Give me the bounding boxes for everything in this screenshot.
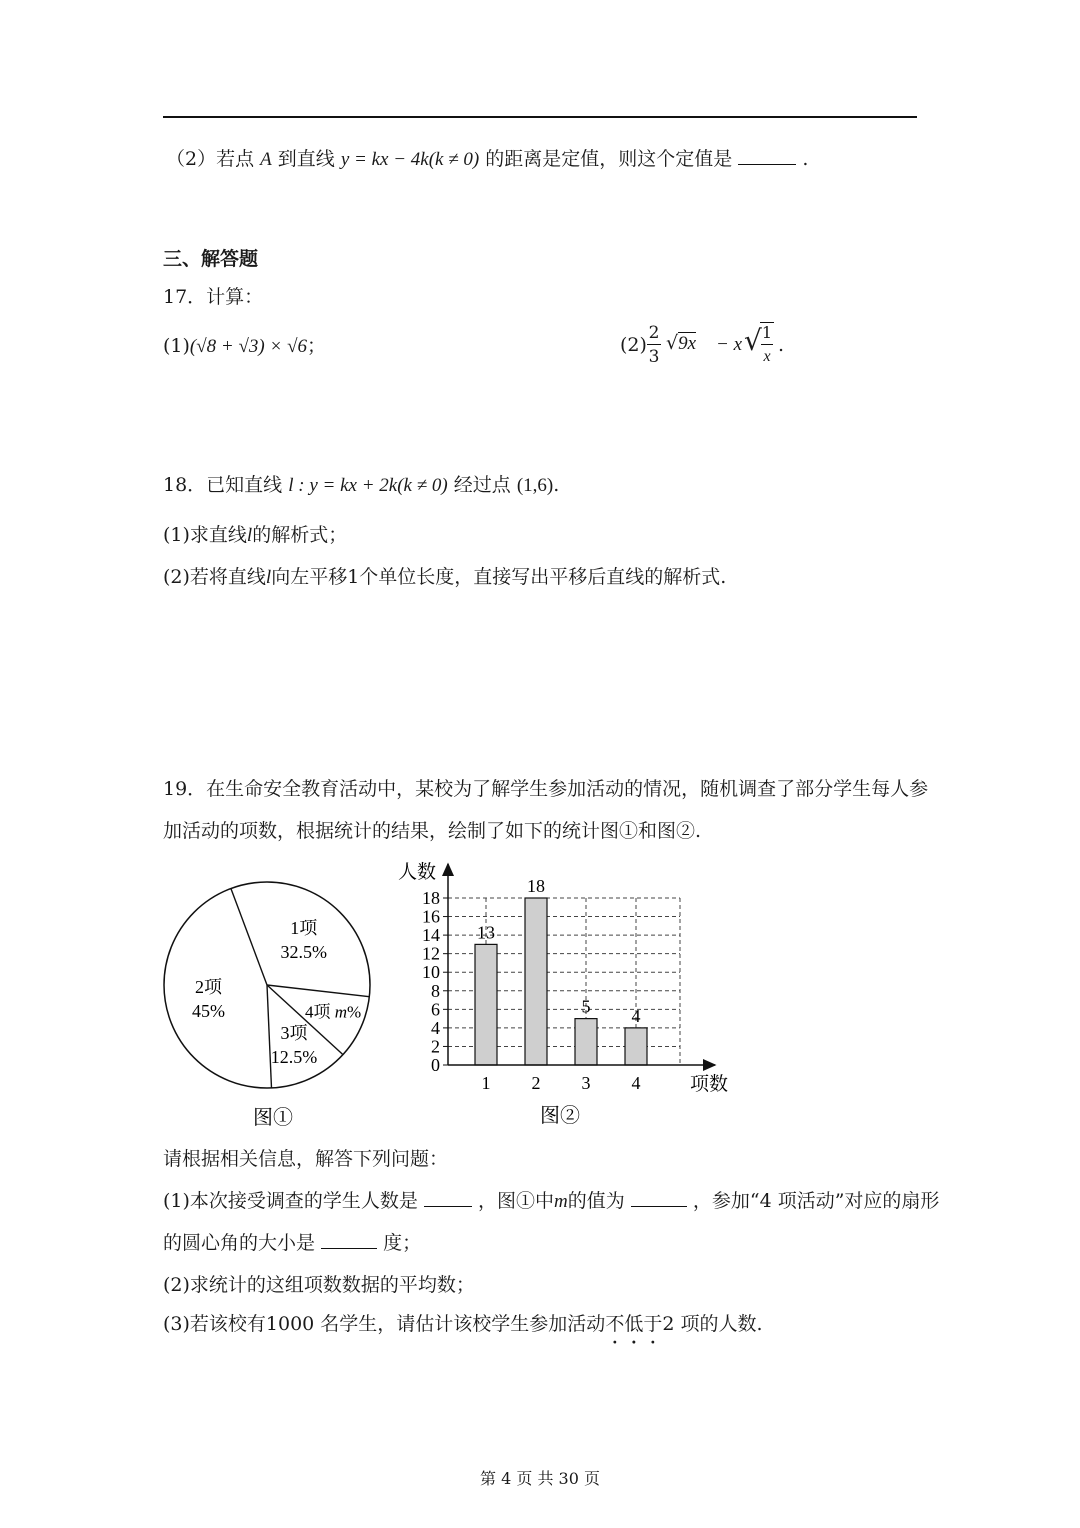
q18-stem-point: (1,6) bbox=[516, 475, 554, 496]
bar-caption: 图② bbox=[540, 1105, 580, 1127]
q19-prompt: 请根据相关信息，解答下列问题： bbox=[163, 1148, 449, 1170]
q17-p1-expr: (√8 + √3) × √6 bbox=[189, 336, 308, 357]
q17-p2-radical1: √9x bbox=[666, 332, 697, 354]
pie-slice-label: 2项 bbox=[194, 976, 222, 997]
pie-slice-value: 12.5% bbox=[270, 1046, 318, 1067]
q18-stem-mid: 经过点 bbox=[453, 474, 511, 496]
q19-p1-line2-b: 度； bbox=[383, 1232, 422, 1254]
q19-p3-emph-text bbox=[605, 1313, 662, 1335]
q16-period: . bbox=[802, 148, 809, 170]
q19-stem-line1: 19．在生命安全教育活动中，某校为了解学生参加活动的情况，随机调查了部分学生每人参 bbox=[163, 778, 929, 800]
q18-stem-end: . bbox=[553, 474, 560, 496]
y-tick-label: 6 bbox=[431, 999, 440, 1020]
q19-stem-line2: 加活动的项数，根据统计的结果，绘制了如下的统计图①和图②. bbox=[163, 820, 702, 842]
emphasis-char: 不 bbox=[605, 1313, 625, 1335]
q18-p2-text: (2)若将直线 bbox=[163, 566, 266, 588]
emphasis-char: 低 bbox=[624, 1313, 644, 1335]
q16-expr: y = kx − 4k(k ≠ 0) bbox=[340, 149, 480, 170]
q18-p1-text: (1)求直线 bbox=[163, 524, 247, 546]
q19-p3-b: 2 项的人数. bbox=[662, 1313, 763, 1335]
q19-p1-blank-m[interactable] bbox=[631, 1188, 687, 1207]
y-axis-label: 人数 bbox=[398, 862, 437, 883]
y-tick-label: 18 bbox=[422, 888, 440, 908]
q18-stem-prefix: 18．已知直线 bbox=[163, 474, 283, 496]
q17-p2-minus-x: − x bbox=[716, 334, 743, 355]
q18-p1-end: 的解析式； bbox=[252, 524, 348, 546]
q16-answer-blank[interactable] bbox=[738, 146, 796, 165]
pie-slice-label: 4项 m% bbox=[305, 1002, 362, 1022]
q19-p1-b: ，图①中 bbox=[478, 1190, 555, 1212]
pie-slice-label: 3项 bbox=[280, 1022, 308, 1043]
pie-slice-value: 45% bbox=[191, 1000, 225, 1021]
page-footer: 第 4 页 共 30 页 bbox=[480, 1469, 600, 1488]
section-title: 三、解答题 bbox=[163, 248, 259, 270]
q17-p1-label: (1) bbox=[163, 335, 190, 357]
y-tick-label: 16 bbox=[422, 906, 440, 927]
q16-text-prefix: （2）若点 bbox=[166, 148, 255, 170]
y-tick-label: 8 bbox=[431, 980, 440, 1001]
y-tick-label: 12 bbox=[422, 943, 440, 964]
q16-point: A bbox=[260, 149, 272, 170]
x-tick-label: 4 bbox=[631, 1073, 641, 1093]
q17-p1-end: ； bbox=[307, 335, 327, 357]
pie-slice-label: 1项 bbox=[290, 917, 318, 938]
y-tick-label: 4 bbox=[431, 1017, 440, 1038]
q17-p2-rad2-num: 1 bbox=[761, 323, 773, 342]
y-tick-label: 2 bbox=[431, 1036, 440, 1057]
q17-part1 bbox=[163, 333, 326, 360]
x-axis-label: 项数 bbox=[690, 1074, 729, 1095]
bar bbox=[525, 898, 547, 1065]
q18-p2-var: l bbox=[265, 567, 272, 588]
y-tick-label: 14 bbox=[422, 925, 440, 946]
x-tick-label: 1 bbox=[481, 1073, 491, 1093]
q18-stem bbox=[163, 472, 559, 499]
y-tick-label: 10 bbox=[422, 962, 440, 983]
q18-stem-expr: l : y = kx + 2k(k ≠ 0) bbox=[288, 475, 448, 496]
q19-p3-emphasis bbox=[605, 1313, 662, 1335]
q18-p1-var: l bbox=[246, 525, 253, 546]
bar bbox=[575, 1019, 597, 1065]
pie-slice-value: 32.5% bbox=[280, 941, 328, 962]
q17-stem: 17．计算： bbox=[163, 286, 264, 308]
q19-p1-c: 的值为 bbox=[567, 1190, 625, 1212]
q16-text-mid: 到直线 bbox=[277, 148, 335, 170]
q18-part2 bbox=[163, 564, 726, 591]
bar-value-label: 5 bbox=[581, 996, 591, 1017]
q19-p1-d: ，参加“4 项活动”对应的扇形 bbox=[692, 1190, 940, 1212]
q17-p2-rad2-den: x bbox=[763, 348, 771, 365]
q17-p2-frac-den: 3 bbox=[648, 347, 660, 367]
q17-p2-rad1-body: 9x bbox=[678, 333, 697, 354]
q19-p1-var: m bbox=[554, 1191, 568, 1212]
q19-part1-line1 bbox=[163, 1188, 939, 1215]
q19-p1-blank-angle[interactable] bbox=[321, 1230, 377, 1249]
x-tick-label: 3 bbox=[581, 1073, 591, 1093]
bar-value-label: 18 bbox=[527, 876, 545, 896]
q16-part2 bbox=[166, 146, 808, 173]
q19-p3-a: (3)若该校有1000 名学生，请估计该校学生参加活动 bbox=[163, 1313, 606, 1335]
pie-caption: 图① bbox=[253, 1107, 293, 1129]
q17-p2-label: (2) bbox=[620, 334, 647, 356]
q17-p2-radical2: √ bbox=[744, 324, 762, 357]
q19-p1-blank-count[interactable] bbox=[424, 1188, 472, 1207]
q19-part1-line2 bbox=[163, 1230, 421, 1256]
y-tick-label: 0 bbox=[431, 1055, 440, 1075]
emphasis-char: 于 bbox=[643, 1313, 663, 1335]
q17-p2-end: . bbox=[778, 334, 785, 356]
bar-value-label: 4 bbox=[631, 1005, 641, 1026]
header-rule bbox=[163, 116, 917, 118]
x-tick-label: 2 bbox=[531, 1073, 541, 1093]
q19-p1-line2-a: 的圆心角的大小是 bbox=[163, 1232, 316, 1254]
q19-part3 bbox=[163, 1311, 763, 1337]
q16-text-suffix: 的距离是定值，则这个定值是 bbox=[485, 148, 733, 170]
bar-chart bbox=[390, 852, 750, 1138]
bar-value-label: 13 bbox=[477, 922, 495, 943]
q19-p1-a: (1)本次接受调查的学生人数是 bbox=[163, 1190, 418, 1212]
bar bbox=[475, 944, 497, 1065]
q18-part1 bbox=[163, 522, 347, 549]
q19-part2: (2)求统计的这组项数数据的平均数； bbox=[163, 1274, 475, 1296]
pie-chart bbox=[160, 878, 380, 1138]
q18-p2-end: 向左平移1个单位长度，直接写出平移后直线的解析式. bbox=[271, 566, 727, 588]
q17-p2-frac-num: 2 bbox=[648, 323, 660, 343]
bar bbox=[625, 1028, 647, 1065]
